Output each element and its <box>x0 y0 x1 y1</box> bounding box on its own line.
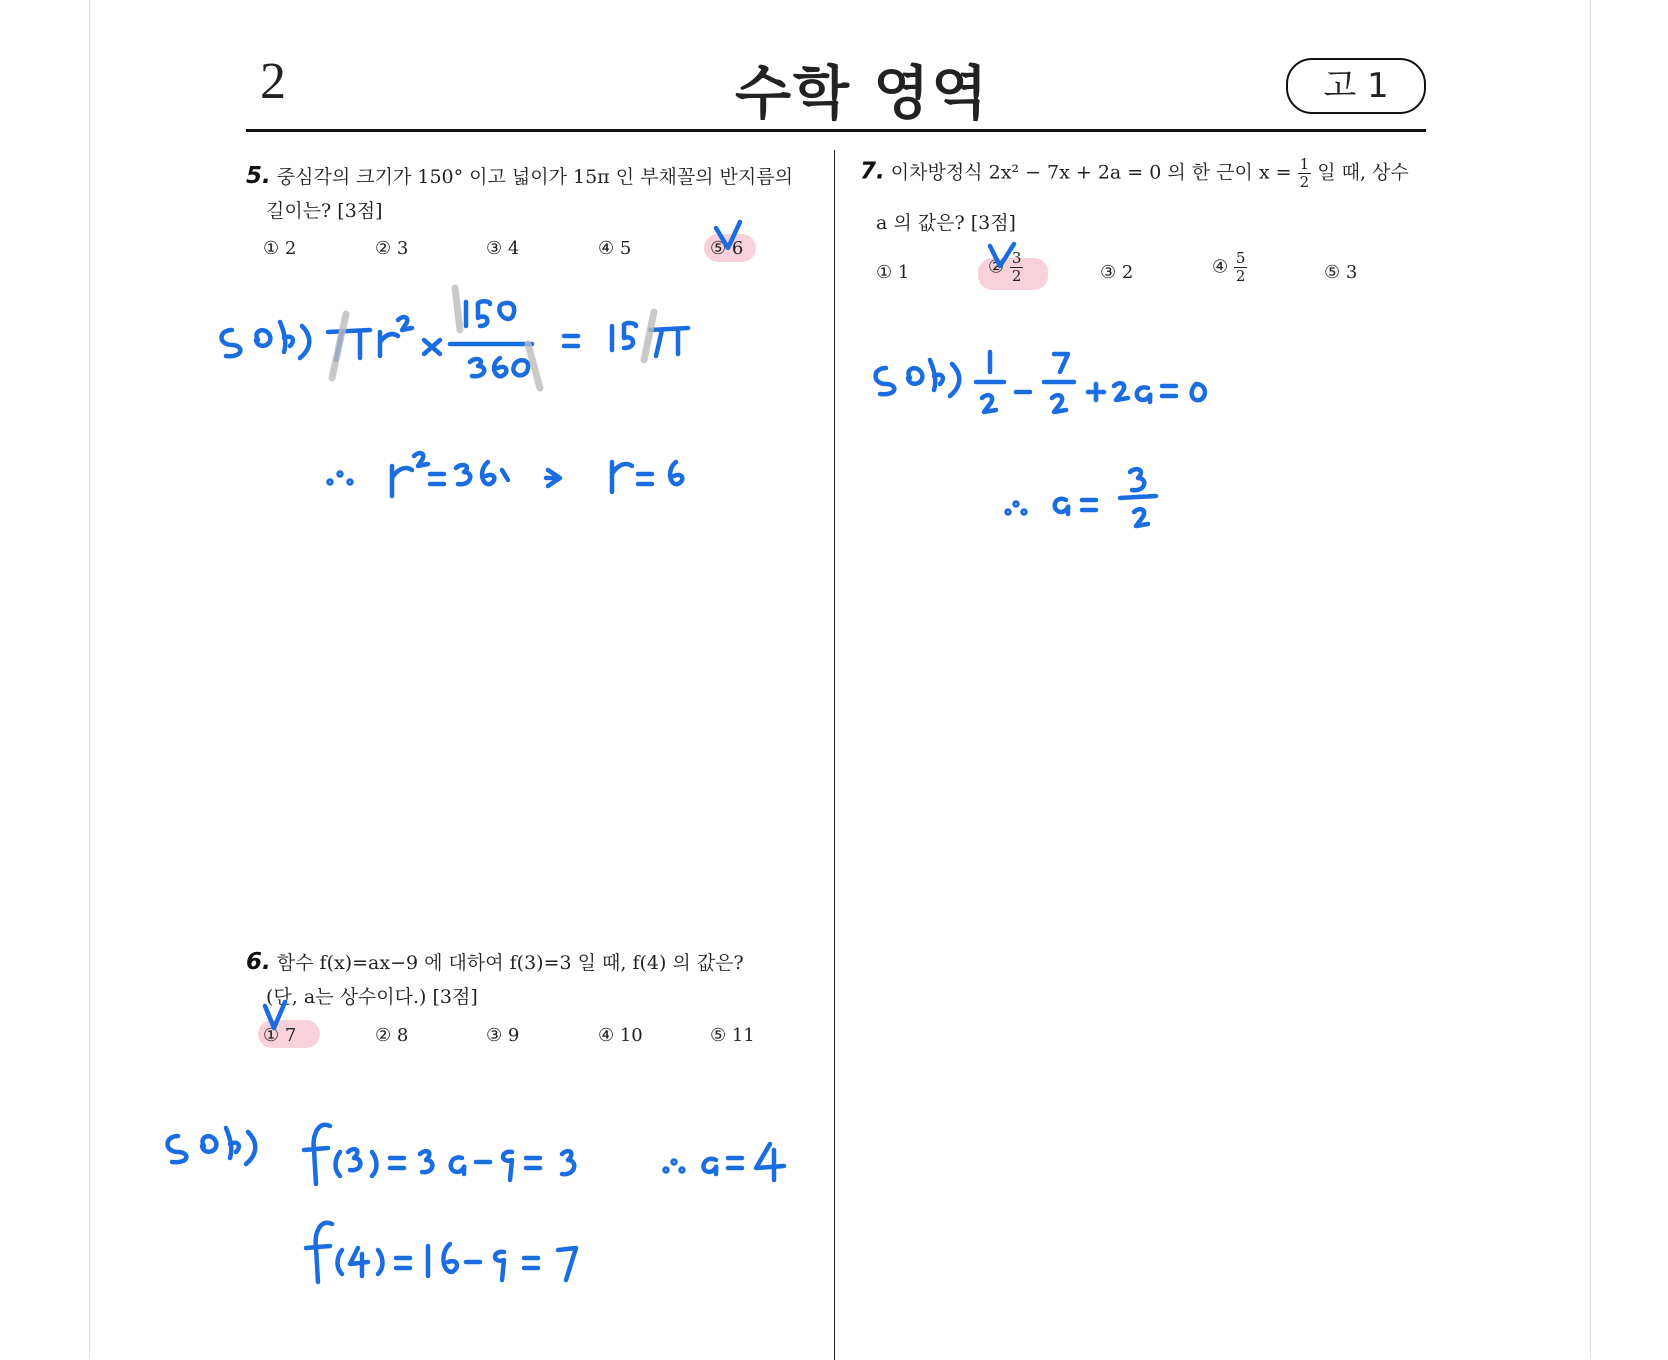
fraction-denominator: 2 <box>1011 267 1022 285</box>
q6-sol-equation-2 <box>306 1223 576 1282</box>
q7-sol-conclusion <box>1007 469 1157 526</box>
choice-item[interactable]: ③ 4 <box>486 238 520 259</box>
choice-item[interactable]: ⑤ 11 <box>710 1025 755 1046</box>
choice-value: 3 <box>1345 262 1358 283</box>
question-7-text: 이차방정식 2x² − 7x + 2a = 0 의 한 근이 x = <box>890 161 1292 184</box>
fraction-numerator: 3 <box>1011 249 1022 267</box>
choice-mark: ② <box>988 256 1005 278</box>
choice-item[interactable]: ⑤ 6 <box>710 238 744 259</box>
question-6-line2: (단, a는 상수이다.) [3점] <box>266 986 478 1008</box>
check-mark-q7-icon <box>990 244 1014 266</box>
page-title: 수학 영역 <box>735 59 990 127</box>
question-7-line2: a 의 값은? [3점] <box>876 212 1016 234</box>
q7-sol-label <box>876 360 960 396</box>
choice-item[interactable]: ① 7 <box>263 1025 297 1046</box>
question-5-text: 중심각의 크기가 150° 이고 넓이가 15π 인 부채꼴의 반지름의 <box>276 166 793 188</box>
choice-mark: ③ <box>1100 262 1117 283</box>
check-mark-q5-icon <box>716 222 740 248</box>
choice-value: 2 <box>1121 262 1134 283</box>
fraction-numerator: 1 <box>1299 155 1310 173</box>
choice-mark: ⑤ <box>1324 262 1341 283</box>
choice-item[interactable]: ④ 5 <box>598 238 632 259</box>
choice-mark: ① <box>876 262 893 283</box>
q5-sol-equation <box>328 288 688 388</box>
choice-item[interactable]: ① 2 <box>263 238 297 259</box>
choice-item[interactable]: ③ 9 <box>486 1025 520 1046</box>
fraction-numerator: 5 <box>1235 249 1246 267</box>
q5-sol-label <box>222 322 310 358</box>
q6-sol-conclusion <box>665 1144 785 1180</box>
q6-sol-label <box>168 1128 256 1164</box>
check-mark-q6-icon <box>265 1002 285 1028</box>
grade-badge: 고 1 <box>1286 58 1426 114</box>
q7-sol-equation <box>976 352 1205 412</box>
question-5-line2: 길이는? [3점] <box>266 200 383 222</box>
q5-sol-result <box>329 453 683 496</box>
fraction-denominator: 2 <box>1235 267 1246 285</box>
choice-item[interactable]: ② 3 <box>375 238 409 259</box>
q6-sol-equation-1 <box>304 1125 574 1184</box>
choice-value: 1 <box>897 262 910 283</box>
question-6-number: 6. <box>246 949 271 975</box>
page-number: 2 <box>260 53 286 110</box>
choice-mark: ④ <box>1212 256 1229 278</box>
choice-item[interactable]: ④ 10 <box>598 1025 643 1046</box>
choice-item[interactable]: ② 8 <box>375 1025 409 1046</box>
question-6-text: 함수 f(x)=ax−9 에 대하여 f(3)=3 일 때, f(4) 의 값은? <box>276 952 744 974</box>
question-7-text-end: 일 때, 상수 <box>1317 161 1409 184</box>
question-5-number: 5. <box>246 163 271 189</box>
question-7-number: 7. <box>860 158 885 185</box>
fraction-denominator: 2 <box>1299 173 1310 191</box>
